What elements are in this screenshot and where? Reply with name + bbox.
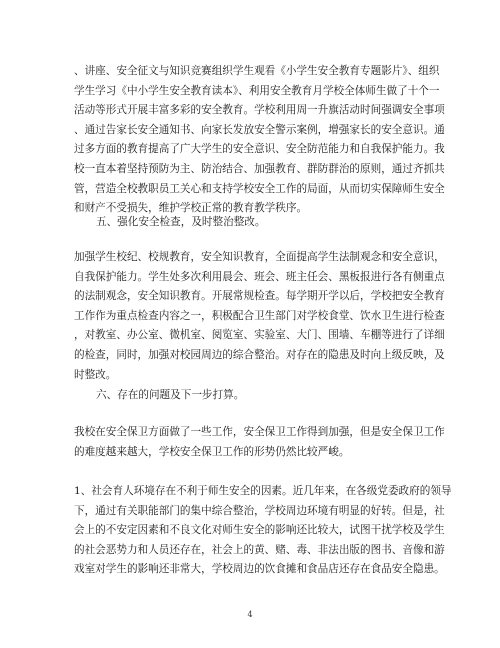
text-line: 戏室对学生的影响还非常大，学校周边的饮食摊和食品店还存在食品安全隐患。 — [74, 563, 445, 576]
text-line: 的难度越来越大，学校安全保卫工作的形势仍然比较严峻。 — [74, 445, 350, 458]
paragraph-safety-education — [74, 62, 445, 219]
text-line: 加强学生校纪、校规教育，安全知识教育，全面提高学生法制观念和安全意识， — [74, 251, 445, 263]
text-line: 、讲座、安全征文与知识竞赛组织学生观看《小学生安全教育专题影片》、组织 — [74, 65, 440, 77]
text-line: ，对教室、办公室、微机室、阅览室、实验室、大门、围墙、车棚等进行了详细 — [74, 329, 445, 342]
page-number: 4 — [247, 610, 253, 619]
text-line: 时整改。 — [74, 368, 117, 381]
text-line: 的社会恶势力和人员还存在，社会上的黄、赌、毒、非法出版的图书、音像和游 — [74, 543, 445, 556]
paragraph-safety-inspection — [74, 248, 445, 385]
text-line: 的检查，同时，加强对校园周边的综合整治。对存在的隐患及时向上级反映，及 — [74, 348, 445, 361]
text-line: 的法制观念，安全知识教育。开展常规检查。每学期开学以后，学校把安全教育 — [74, 290, 445, 303]
text-line: 活动等形式开展丰富多彩的安全教育。学校利用周一升旗活动时间强调安全事项 — [74, 104, 445, 117]
paragraph-problems — [74, 423, 445, 462]
text-line: 校一直本着坚持预防为主、防治结合、加强教育、群防群治的原则，通过齐抓共 — [74, 162, 445, 175]
section-heading-6: 六、存在的问题及下一步打算。 — [96, 389, 245, 401]
text-line: 工作作为重点检查内容之一，积极配合卫生部门对学校食堂、饮水卫生进行检查 — [74, 309, 445, 322]
text-line: 管，营造全校教职员工关心和支持学校安全工作的局面，从而切实保障师生安全 — [74, 182, 445, 195]
text-line: 会上的不安定因素和不良文化对师生安全的影响还比较大，试图干扰学校及学生 — [74, 524, 445, 537]
text-line: 自我保护能力。学生处多次利用晨会、班会、班主任会、黑板报进行各有侧重点 — [74, 270, 445, 283]
text-line: 1、社会育人环境存在不利于师生安全的因素。近几年来，在各级党委政府的领导 — [74, 485, 452, 497]
text-line: 下，通过有关职能部门的集中综合整治，学校周边环境有明显的好转。但是，社 — [74, 504, 445, 517]
text-line: 和财产不受损失，维护学校正常的教育教学秩序。 — [74, 202, 308, 215]
text-line: 、通过告家长安全通知书、向家长发放安全警示案例，增强家长的安全意识。通 — [74, 123, 445, 136]
text-line: 学生学习《中小学生安全教育读本》、利用安全教育月学校全体师生做了十个一 — [74, 84, 440, 97]
paragraph-social-environment — [74, 482, 452, 580]
section-heading-5: 五、强化安全检查，及时整治整改。 — [96, 216, 266, 228]
text-line: 我校在安全保卫方面做了一些工作，安全保卫工作得到加强，但是安全保卫工作 — [74, 426, 445, 438]
text-line: 过多方面的教育提高了广大学生的安全意识、安全防范能力和自我保护能力。我 — [74, 143, 445, 156]
